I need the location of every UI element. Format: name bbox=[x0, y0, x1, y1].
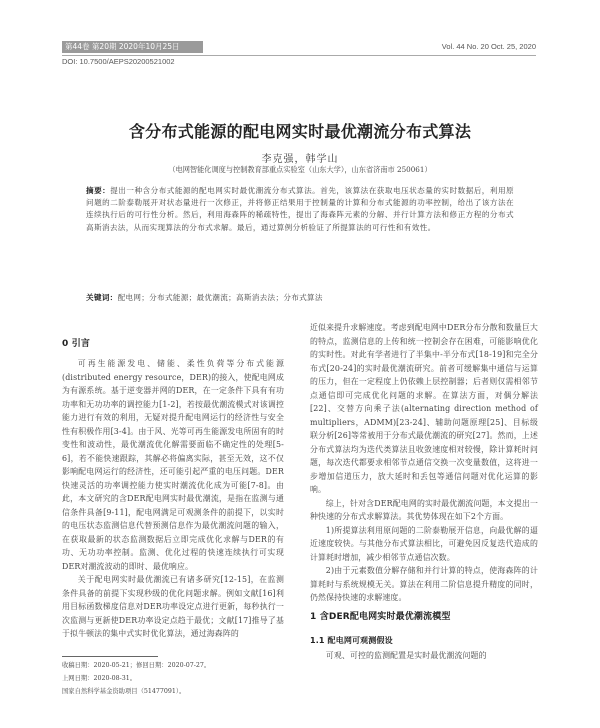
intro-paragraph-continued: 近似来提升求解速度。考虑到配电网中DER分布分散和数量巨大的特点，监测信息的上传和统一控制会存在困难，可能影响优化的实时性。对此有学者进行了半集中-半分布式[18-19]和完全分布式[20-24]的实时最优潮流研究。前者可缓解集中通信与运算的压力，但在一定程度上仍依赖上层控制器；后者则仅需相邻节点通信即可完成优化问题的求解。在算法方面，对偶分解法[22]、交替方向乘子法(alternating direction method of multipliers，ADMM)[23-24]、辅助问题原理[25]、目标级联分析[26]等常被用于分布式最优潮流的研究[27]。然而，上述分布式算法均为迭代类算法且收敛速度相对较慢，除计算耗时问题，每次迭代都要求相邻节点通信交换一次变量数值，这将进一步增加信道压力，放大延时和丢包等通信问题对优化运算的影响。 bbox=[310, 323, 538, 494]
doi[interactable]: DOI: 10.7500/AEPS20200521002 bbox=[62, 57, 175, 66]
left-column bbox=[62, 332, 284, 641]
abstract-text: 提出一种含分布式能源的配电网实时最优潮流分布式算法。首先，该算法在获取电压状态量的实时数据后，利用原问题的二阶泰勒展开对状态量进行一次修正，并将修正结果用于控制量的计算和分布式能源的功率控制，给出了该方法在连续执行后的可行性分析。然后，利用海森阵的稀疏特性，提出了海森阵元素的分解、并行计算方法和修正方程的分布式高斯消去法，从而实现算法的分布式求解。最后，通过算例分析验证了所提算法的可行性和有效性。 bbox=[86, 186, 514, 232]
section-heading-introduction: 0 引言 bbox=[62, 339, 90, 349]
authors: 李克强，韩学山 bbox=[261, 154, 339, 165]
header-divider bbox=[62, 55, 536, 56]
journal-issue-banner: 第44卷 第20期 2020年10月25日 bbox=[62, 41, 203, 53]
subsection-heading-observability: 1.1 配电网可观测假设 bbox=[310, 635, 393, 645]
fund-info: 国家自然科学基金资助项目（51477091）。 bbox=[62, 688, 186, 695]
keywords bbox=[86, 292, 514, 304]
received-date: 收稿日期：2020-05-21；修回日期：2020-07-27。 bbox=[62, 662, 211, 669]
footnote bbox=[62, 659, 284, 698]
section-heading-model: 1 含DER配电网实时最优潮流模型 bbox=[310, 611, 451, 622]
subsection-paragraph: 可观、可控的监测配置是实时最优潮流问题的 bbox=[325, 650, 487, 660]
advantage-item: 2)由于元素数值分解存储和并行计算的特点，使海森阵的计算耗时与系统规模无关。算法在利用二阶信息提升精度的同时，仍然保持快速的求解速度。 bbox=[310, 566, 538, 602]
affiliation: （电网智能化调度与控制教育部重点实验室（山东大学），山东省济南市 250061） bbox=[168, 165, 432, 174]
intro-paragraph: 综上，针对含DER配电网的实时最优潮流问题，本文提出一种快速的分布式求解算法。其优势体现在如下2个方面。 bbox=[310, 498, 538, 521]
journal-issue-english: Vol. 44 No. 20 Oct. 25, 2020 bbox=[441, 42, 536, 51]
paper-title: 含分布式能源的配电网实时最优潮流分布式算法 bbox=[128, 122, 472, 141]
abstract bbox=[86, 185, 514, 234]
online-date: 上网日期：2020-08-31。 bbox=[62, 675, 137, 682]
abstract-label: 摘要： bbox=[86, 186, 111, 195]
intro-paragraph: 关于配电网实时最优潮流已有诸多研究[12-15]，在监测条件具备的前提下实现秒级的优化问题求解。例如文献[16]利用目标函数梯度信息对DER功率设定点进行更新，每秒执行一次监测与更新使DER功率设定点趋于最优；文献[17]推导了基于拟牛顿法的集中式实时优化算法，通过海森阵的 bbox=[62, 575, 284, 638]
keywords-label: 关键词： bbox=[86, 293, 118, 302]
right-column bbox=[310, 321, 538, 662]
intro-paragraph: 可再生能源发电、储能、柔性负荷等分布式能源(distributed energy resource，DER)的接入，使配电网成为有源系统。基于逆变器并网的DER，在一定条件下具有有功功率和无功功率的调控能力[1-2]，若按最优潮流模式对该调控能力进行有效的利用，无疑对提升配电网运行的经济性与安全性有积极作用[3-4]。由于风、光等可再生能源发电所固有的时变性和波动性，最优潮流优化解需要面临不确定性的处理[5-6]，若不能快速跟踪，其解必将偏离实际，甚至无效，这不仅影响配电网运行的经济性，还可能引起严重的电压问题。DER快速灵活的功率调控能力使实时潮流优化成为可能[7-8]。由此，本文研究的含DER配电网实时最优潮流，是指在监测与通信条件具备[9-11]，配电网满足可观测条件的前提下，以实时的电压状态监测信息代替预测信息作为最优潮流问题的输入，在获取最新的状态监测数据后立即完成优化求解与DER的有功、无功功率控制。监测、优化过程的快速连续执行可实现DER对潮流波动的即时、最优响应。 bbox=[62, 359, 284, 571]
footnote-divider bbox=[62, 656, 158, 657]
keywords-text: 配电网；分布式能源；最优潮流；高斯消去法；分布式算法 bbox=[117, 293, 323, 302]
advantage-item: 1)所提算法利用原问题的二阶泰勒展开信息，向最优解的逼近速度较快。与其他分布式算法相比，可避免因反复迭代造成的计算耗时增加，减少相邻节点通信次数。 bbox=[310, 525, 538, 562]
